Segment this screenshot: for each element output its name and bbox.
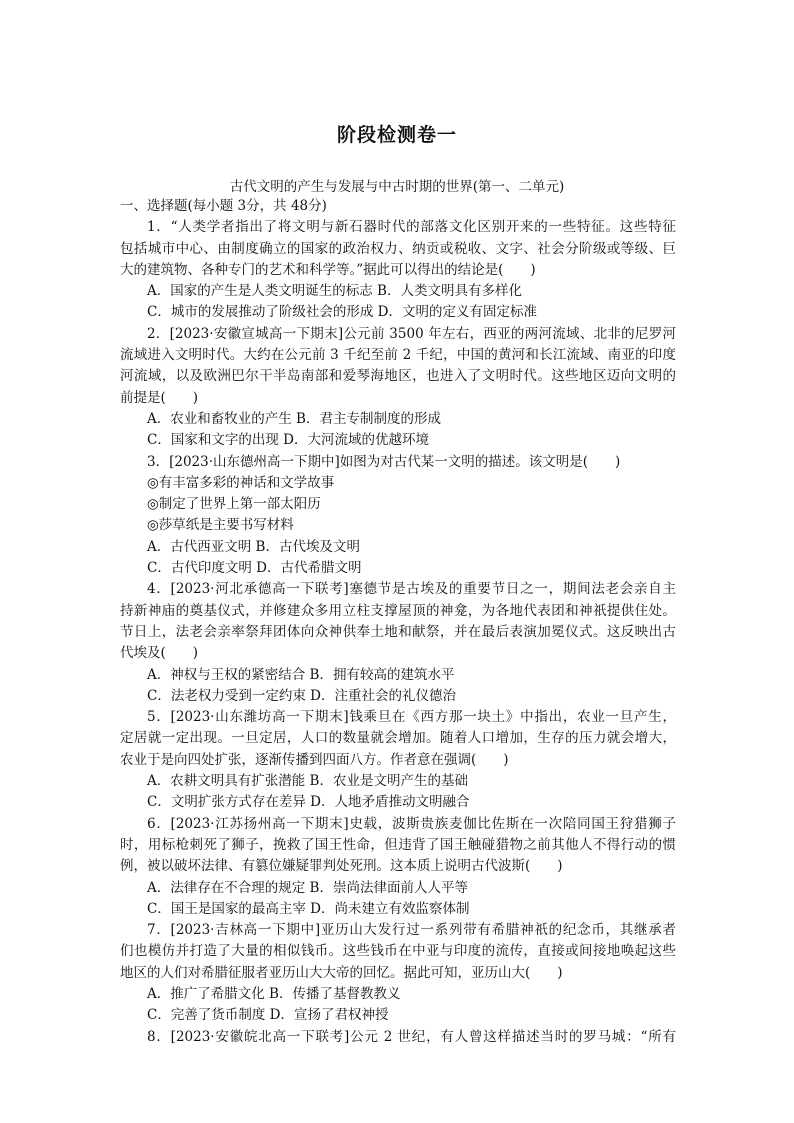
question-3-stem: 3．[2023·山东德州高一下期中]如图为对古代某一文明的描述。该文明是( ): [147, 453, 621, 470]
question-4-stem: 代埃及( ): [120, 645, 199, 662]
question-3-material: ◎莎草纸是主要书写材料: [147, 517, 294, 534]
question-3-material: ◎制定了世界上第一部太阳历: [147, 496, 321, 513]
question-6-stem: 时，用标枪刺死了狮子，挽救了国王性命，但违背了国王触碰猎物之前其他人不得行动的惯: [120, 836, 676, 853]
page-subtitle: 古代文明的产生与发展与中古时期的世界(第一、二单元): [229, 179, 565, 195]
question-7-stem: 地区的人们对希腊征服者亚历山大大帝的回忆。据此可知，亚历山大( ): [120, 964, 563, 981]
question-5-options: A．农耕文明具有扩张潜能 B．农业是文明产生的基础: [147, 773, 468, 790]
question-3-options: C．古代印度文明 D．古代希腊文明: [147, 560, 362, 577]
question-7-stem: 们也模仿并打造了大量的相似钱币。这些钱币在中亚与印度的流传，直接或间接地唤起这些: [120, 943, 676, 960]
question-2-options: C．国家和文字的出现 D．大河流域的优越环境: [147, 432, 429, 449]
section-heading: 一、选择题(每小题 3分，共 48分): [120, 198, 327, 214]
question-1-options: A．国家的产生是人类文明诞生的标志 B．人类文明具有多样化: [147, 283, 522, 300]
question-2-stem: 河流域，以及欧洲巴尔干半岛南部和爱琴海地区，也进入了文明时代。这些地区迈向文明的: [120, 368, 676, 385]
question-5-stem: 农业于是向四处扩张，逐渐传播到四面八方。作者意在强调( ): [120, 751, 509, 768]
question-3-options: A．古代西亚文明 B．古代埃及文明: [147, 538, 360, 555]
question-2-stem: 流域进入文明时代。大约在公元前 3 千纪至前 2 千纪，中国的黄河和长江流域、南亚的印度: [120, 347, 676, 364]
question-7-options: A．推广了希腊文化 B．传播了基督教教义: [147, 985, 401, 1002]
page-title: 阶段检测卷一: [336, 124, 457, 146]
question-3-material: ◎有丰富多彩的神话和文学故事: [147, 474, 335, 491]
question-5-stem: 5．[2023·山东潍坊高一下期末]钱乘旦在《西方那一块土》中指出，农业一旦产生，: [147, 709, 676, 726]
question-4-options: A．神权与王权的紧密结合 B．拥有较高的建筑水平: [147, 666, 455, 683]
document-body: [120, 196, 676, 1048]
question-6-stem: 6．[2023·江苏扬州高一下期末]史载，波斯贵族麦伽比佐斯在一次陪同国王狩猎狮子: [147, 815, 676, 832]
question-2-stem: 前提是( ): [120, 389, 199, 406]
question-7-options: C．完善了货币制度 D．宣扬了君权神授: [147, 1007, 389, 1024]
question-8-stem: 8．[2023·安徽皖北高一下联考]公元 2 世纪，有人曾这样描述当时的罗马城：“所有: [147, 1028, 676, 1045]
question-2-options: A．农业和畜牧业的产生 B．君主专制制度的形成: [147, 410, 441, 427]
question-1-stem: 1．“人类学者指出了将文明与新石器时代的部落文化区别开来的一些特征。这些特征: [147, 219, 676, 236]
question-4-options: C．法老权力受到一定约束 D．注重社会的礼仪德治: [147, 687, 456, 704]
question-6-stem: 例，被以破坏法律、有篡位嫌疑罪判处死刑。这本质上说明古代波斯( ): [120, 858, 563, 875]
question-1-options: C．城市的发展推动了阶级社会的形成 D．文明的定义有固定标准: [147, 304, 537, 321]
question-4-stem: 持新神庙的奠基仪式，并修建众多用立柱支撑屋顶的神龛，为各地代表团和神祇提供住处。: [120, 602, 676, 619]
question-2-stem: 2．[2023·安徽宣城高一下期末]公元前 3500 年左右，西亚的两河流域、北非的尼罗河: [147, 325, 676, 342]
question-6-options: A．法律存在不合理的规定 B．崇尚法律面前人人平等: [147, 879, 468, 896]
question-5-options: C．文明扩张方式存在差异 D．人地矛盾推动文明融合: [147, 794, 470, 811]
question-5-stem: 定居就一定出现。一旦定居，人口的数量就会增加。随着人口增加，生存的压力就会增大，: [120, 730, 676, 747]
question-1-stem: 包括城市中心、由制度确立的国家的政治权力、纳贡或税收、文字、社会分阶级或等级、巨: [120, 240, 676, 257]
question-7-stem: 7．[2023·吉林高一下期中]亚历山大发行过一系列带有希腊神祇的纪念币，其继承者: [147, 922, 676, 939]
question-4-stem: 节日上，法老会亲率祭拜团体向众神供奉土地和献祭，并在最后表演加冕仪式。这反映出古: [120, 623, 676, 640]
question-4-stem: 4．[2023·河北承德高一下联考]塞德节是古埃及的重要节日之一，期间法老会亲自主: [147, 581, 676, 598]
question-1-stem: 大的建筑物、各种专门的艺术和科学等。”据此可以得出的结论是( ): [120, 261, 536, 278]
question-6-options: C．国王是国家的最高主宰 D．尚未建立有效监察体制: [147, 900, 470, 917]
